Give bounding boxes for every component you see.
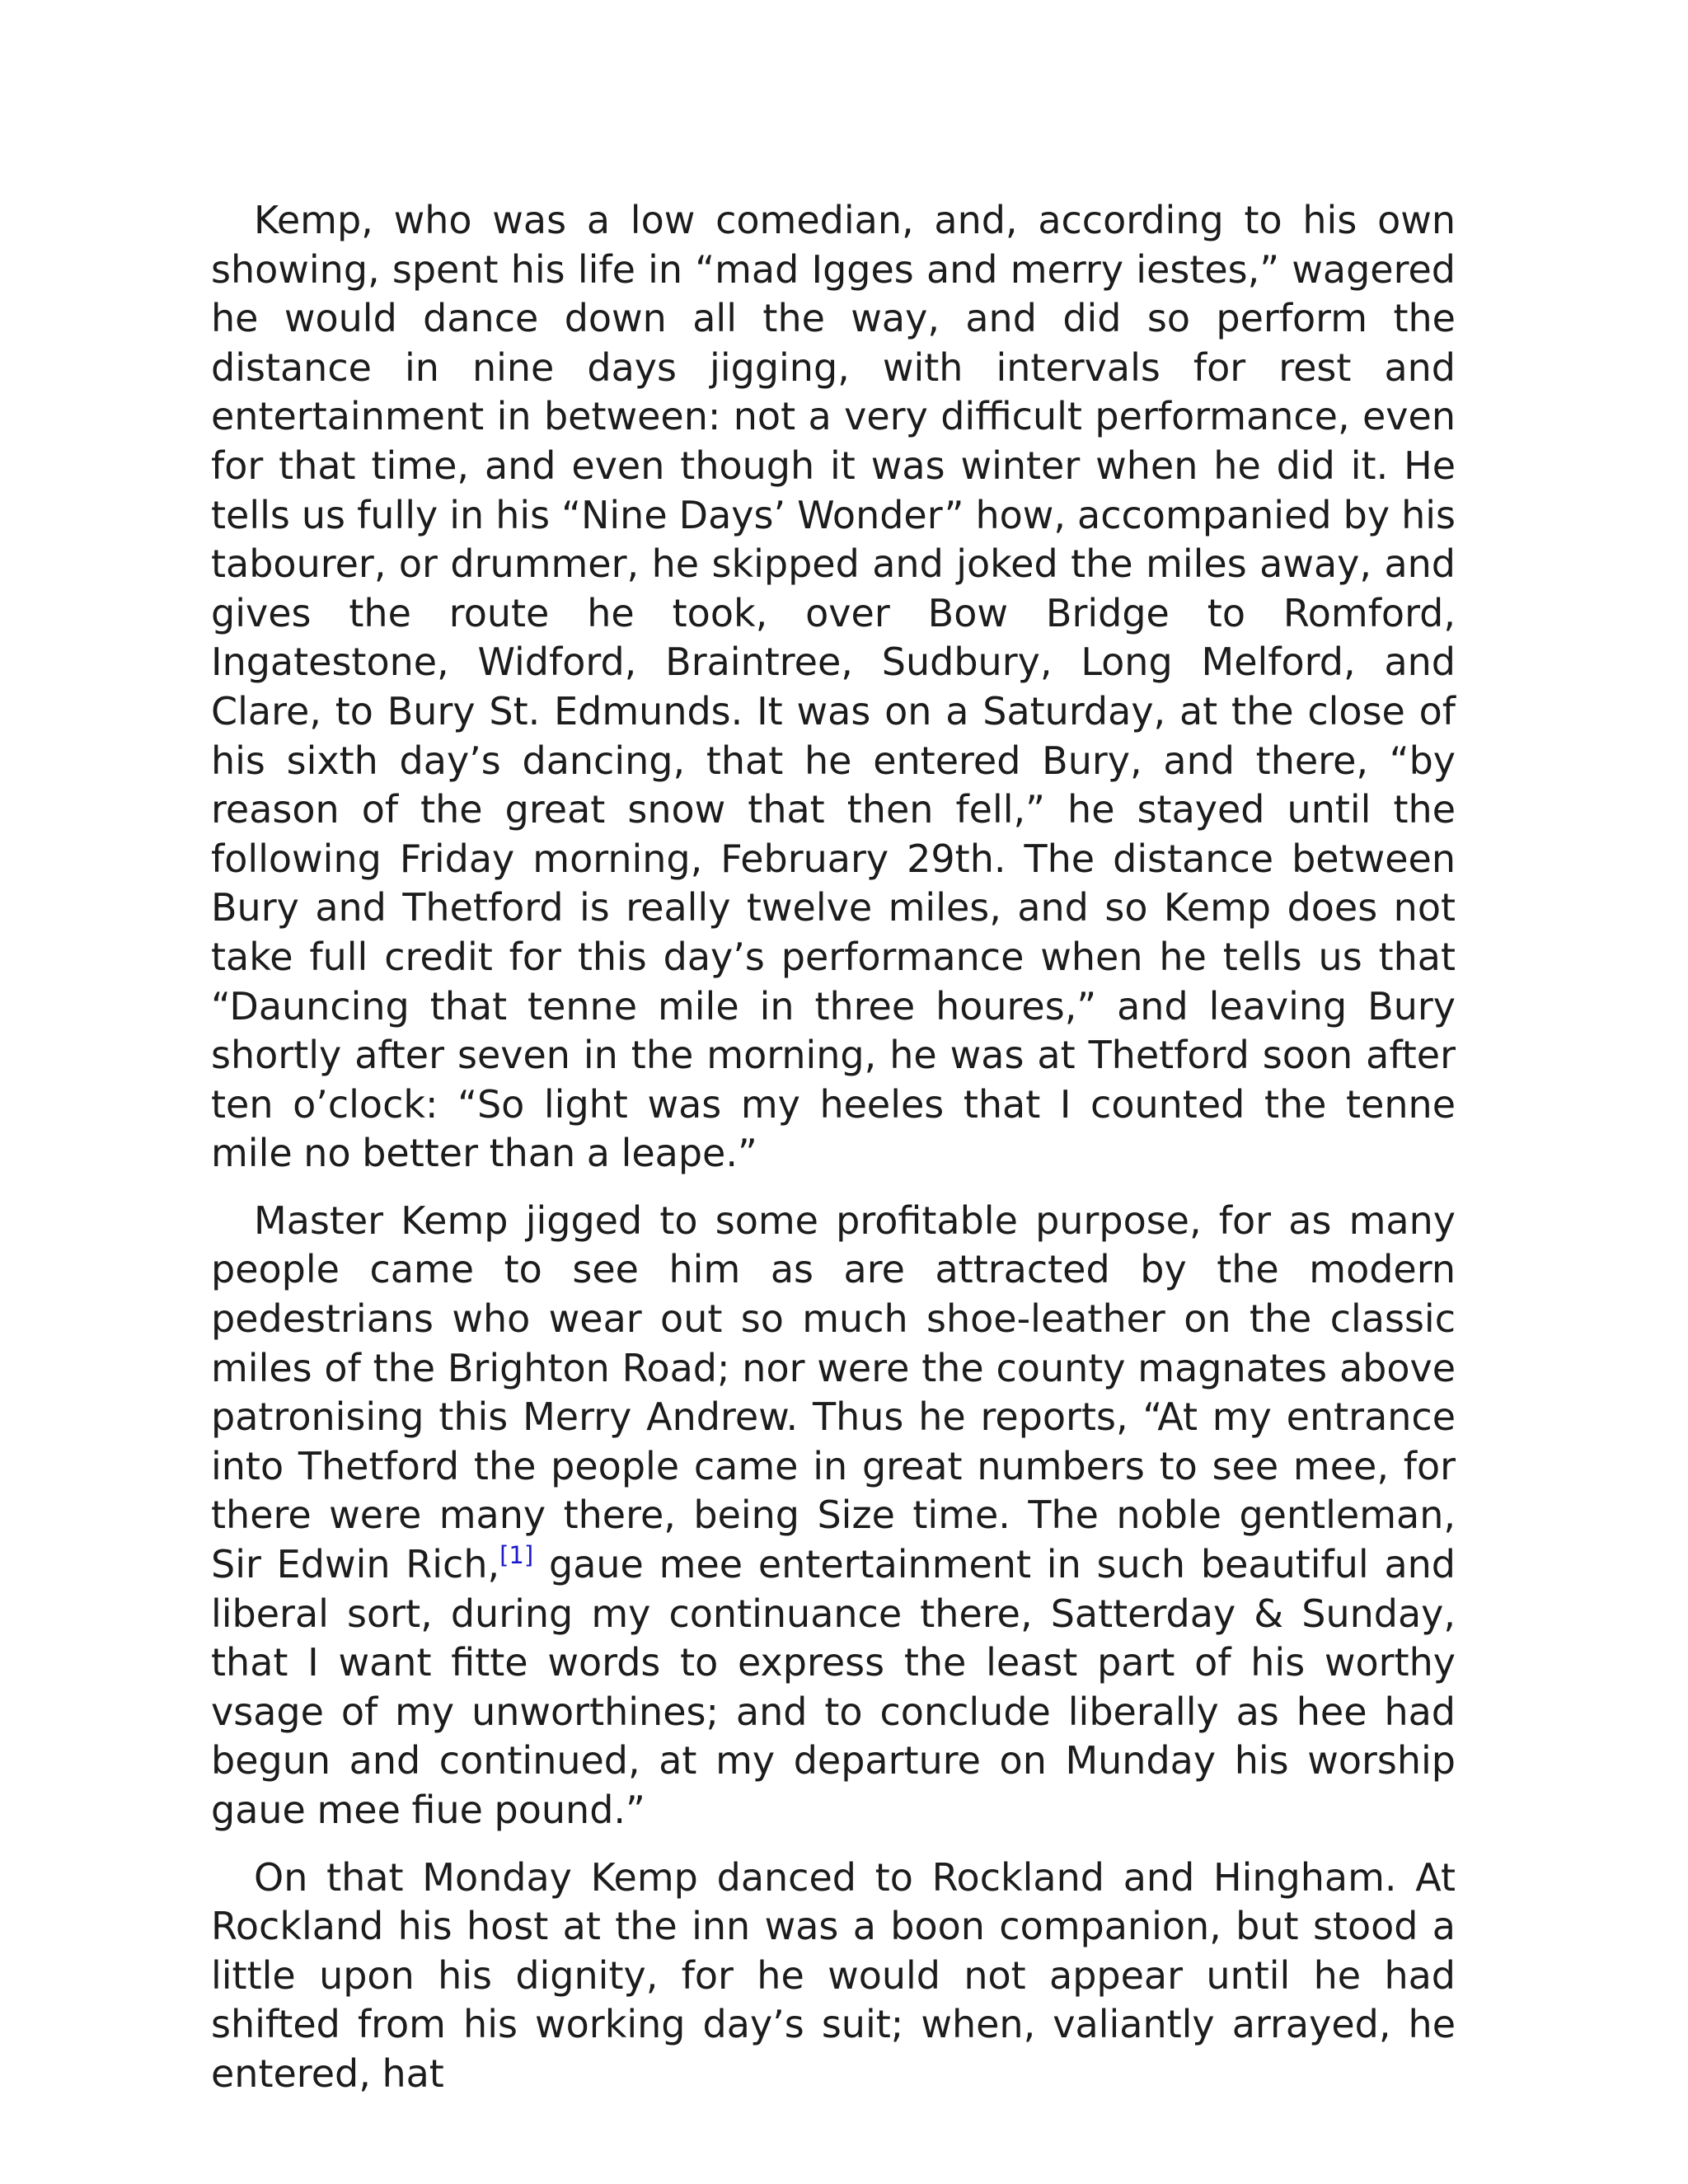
footnote-link[interactable]: [1]	[499, 1541, 534, 1570]
paragraph-rockland	[211, 1854, 1456, 2099]
paragraph-text: Kemp, who was a low comedian, and, according to his own showing, spent his life in “mad Igges and merry iestes,” wagered he would dance down all the way, and did so perform the distance in nine days jigging, with intervals for rest and entertainment in between: not a very difficult performance, even for that time, and even though it was winter when he did it. He tells us fully in his “Nine Days’ Wonder” how, accompanied by his tabourer, or drummer, he skipped and joked the miles away, and gives the route he took, over Bow Bridge to Romford, Ingatestone, Widford, Braintree, Sudbury, Long Melford, and Clare, to Bury St. Edmunds. It was on a Saturday, at the close of his sixth day’s dancing, that he entered Bury, and there, “by reason of the great snow that then fell,” he stayed until the following Friday morning, February 29th. The distance between Bury and Thetford is really twelve miles, and so Kemp does not take full credit for this day’s performance when he tells us that “Dauncing that tenne mile in three houres,” and leaving Bury shortly after seven in the morning, he was at Thetford soon after ten o’clock: “So light was my heeles that I counted the tenne mile no better than a leape.”	[211, 198, 1456, 1176]
paragraph-text-before-note: Master Kemp jigged to some profitable purpose, for as many people came to see him as are attracted by the modern pedestrians who wear out so much shoe-leather on the classic miles of the Brighton Road; nor were the county magnates above patronising this Merry Andrew. Thus he reports, “At my entrance into Thetford the people came in great numbers to see mee, for there were many there, being Size time. The noble gentleman, Sir Edwin Rich,	[211, 1197, 1456, 1587]
paragraph-kemp-route	[211, 196, 1456, 1179]
page-body	[211, 196, 1456, 2099]
paragraph-text: On that Monday Kemp danced to Rockland and Hingham. At Rockland his host at the inn was a boon companion, but stood a little upon his dignity, for he would not appear until he had shifted from his working day’s suit; when, valiantly arrayed, he entered, hat	[211, 1854, 1456, 2096]
paragraph-text-after-note: gaue mee entertainment in such beautiful and liberal sort, during my continuance there, Satterday & Sunday, that I want fitte words to express the least part of his worthy vsage of my unworthines; and to conclude liberally as hee had begun and continued, at my departure on Munday his worship gaue mee fiue pound.”	[211, 1542, 1456, 1832]
paragraph-thetford	[211, 1197, 1456, 1835]
